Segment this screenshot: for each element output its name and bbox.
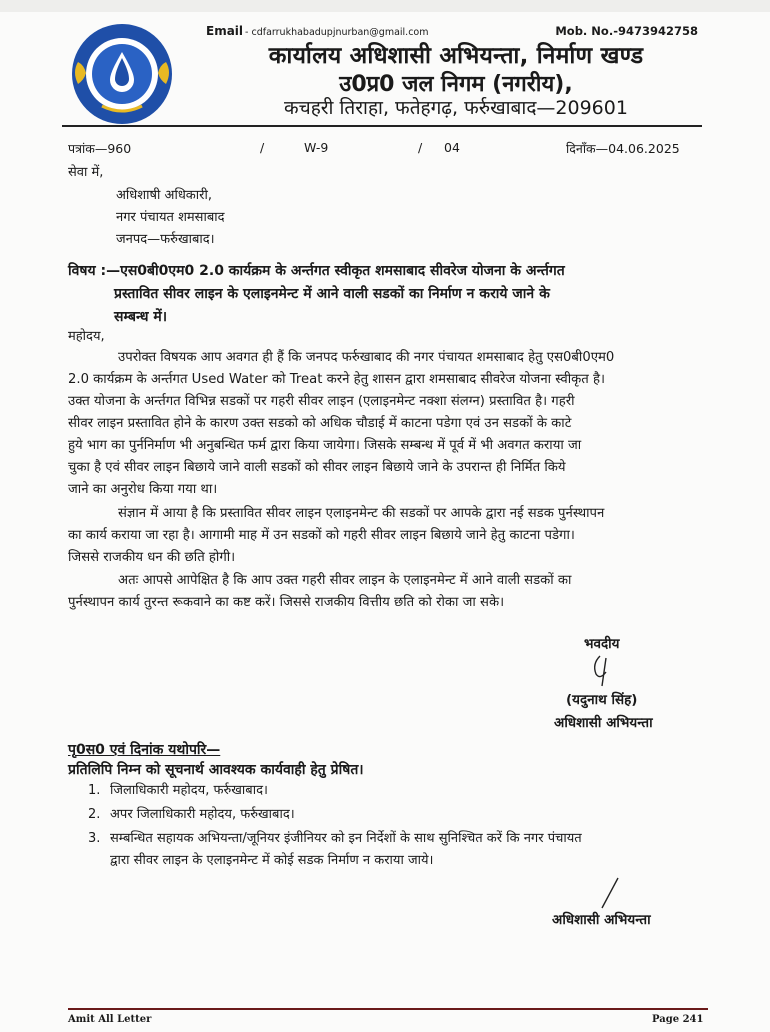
bhavdiya: भवदीय <box>584 636 620 652</box>
organisation-name: उ0प्र0 जल निगम (नगरीय), <box>339 72 573 97</box>
paragraph-line: उपरोक्त विषयक आप अवगत ही हैं कि जनपद फर्रुखाबाद की नगर पंचायत शमसाबाद हेतु एस0बी0एम0 <box>118 350 615 365</box>
signatory-name: (यदुनाथ सिंह) <box>566 692 638 708</box>
ref-num: 04 <box>444 140 460 155</box>
paragraph-line: जिससे राजकीय धन की छति होगी। <box>68 550 236 565</box>
office-address: कचहरी तिराहा, फतेहगढ़, फर्रुखाबाद—209601 <box>284 97 628 119</box>
footer-left: Amit All Letter <box>68 1014 152 1025</box>
ref-w: W-9 <box>304 140 329 155</box>
signature-mark-icon <box>582 652 622 688</box>
signature-mark-icon <box>596 876 626 910</box>
subject-line3: सम्बन्ध में। <box>114 309 168 325</box>
paragraph-3 <box>68 570 708 614</box>
office-title: कार्यालय अधिशासी अभियन्ता, निर्माण खण्ड <box>268 43 644 69</box>
signatory-designation: अधिशासी अभियन्ता <box>554 715 653 731</box>
copy-designation: अधिशासी अभियन्ता <box>552 912 651 928</box>
email-label: Email <box>206 24 244 38</box>
addressee-line1: अधिशाषी अधिकारी, <box>116 188 212 203</box>
top-band <box>0 0 770 12</box>
ref-slash: / <box>260 140 265 155</box>
paragraph-2 <box>68 503 708 569</box>
email-line <box>206 24 429 38</box>
subject <box>68 260 708 329</box>
paragraph-line: जाने का अनुरोध किया गया था। <box>68 482 218 497</box>
paragraph-line: हुये भाग का पुर्ननिर्माण भी अनुबन्धित फर्म द्वारा किया जायेगा। जिसके सम्बन्ध में पूर्व में भी अवगत कराया जा <box>68 438 582 453</box>
list-item-continuation: द्वारा सीवर लाइन के एलाइनमेन्ट में कोई सडक निर्माण न कराया जाये। <box>110 853 434 868</box>
letter-date: दिनाँक—04.06.2025 <box>566 141 680 156</box>
list-item: 2. अपर जिलाधिकारी महोदय, फर्रुखाबाद। <box>88 807 295 822</box>
ref-slash: / <box>418 140 423 155</box>
copy-reference: पृ0स0 एवं दिनांक यथोपरि— <box>68 742 221 758</box>
paragraph-line: सीवर लाइन प्रस्तावित होने के कारण उक्त सडको को अधिक चौडाई में काटना पडेगा एवं उन सडकों के काटे <box>68 416 572 431</box>
salutation: महोदय, <box>68 329 105 344</box>
copy-list <box>88 780 728 872</box>
subject-line1: विषय :—एस0बी0एम0 2.0 कार्यक्रम के अर्न्तगत स्वीकृत शमसाबाद सीवरेज योजना के अर्न्तगत <box>68 263 565 279</box>
seva-mein: सेवा में, <box>68 165 104 180</box>
addressee-line3: जनपद—फर्रुखाबाद। <box>116 232 215 247</box>
paragraph-line: उक्त योजना के अर्न्तगत विभिन्न सडकों पर गहरी सीवर लाइन (एलाइनमेन्ट नक्शा संलग्न) प्रस्तावित है। गहरी <box>68 394 575 409</box>
paragraph-line: का कार्य कराया जा रहा है। आगामी माह में उन सडकों को गहरी सीवर लाइन बिछाये जाने हेतु काटना पडेगा। <box>68 528 575 543</box>
list-item: 1. जिलाधिकारी महोदय, फर्रुखाबाद। <box>88 783 268 798</box>
addressee-line2: नगर पंचायत शमसाबाद <box>116 210 225 225</box>
email-value: - cdfarrukhabadupjnurban@gmail.com <box>245 27 429 38</box>
list-item: 3. सम्बन्धित सहायक अभियन्ता/जूनियर इंजीनियर को इन निर्देशों के साथ सुनिश्चित करें कि नगर पंचायत <box>88 831 582 846</box>
mobile-number: Mob. No.-9473942758 <box>555 24 698 38</box>
paragraph-line: संज्ञान में आया है कि प्रस्तावित सीवर लाइन एलाइनमेन्ट की सडकों पर आपके द्वारा नई सडक पुर्नस्थापन <box>118 506 605 521</box>
paragraph-1 <box>68 347 708 501</box>
jal-nigam-logo-icon <box>62 22 182 126</box>
paragraph-line: चुका है एवं सीवर लाइन बिछाये जाने वाली सडकों को सीवर लाइन बिछाये जाने के उपरान्त ही निर्मित किये <box>68 460 566 475</box>
paragraph-line: 2.0 कार्यक्रम के अर्न्तगत Used Water को Treat करने हेतु शासन द्वारा शमसाबाद सीवरेज योजना स्वीकृत है। <box>68 372 605 387</box>
subject-line2: प्रस्तावित सीवर लाइन के एलाइनमेन्ट में आने वाली सडकों का निर्माण न कराये जाने के <box>114 286 550 302</box>
copy-heading: प्रतिलिपि निम्न को सूचनार्थ आवश्यक कार्यवाही हेतु प्रेषित। <box>68 762 364 778</box>
patrank: पत्रांक—960 <box>68 141 132 156</box>
header-rule <box>62 125 702 127</box>
footer-rule <box>68 1008 708 1010</box>
paragraph-line: पुर्नस्थापन कार्य तुरन्त रूकवाने का कष्ट करें। जिससे राजकीय वित्तीय छति को रोका जा सके। <box>68 595 505 610</box>
paragraph-line: अतः आपसे आपेक्षित है कि आप उक्त गहरी सीवर लाइन के एलाइनमेन्ट में आने वाली सडकों का <box>118 573 572 588</box>
footer-page: Page 241 <box>652 1014 704 1025</box>
